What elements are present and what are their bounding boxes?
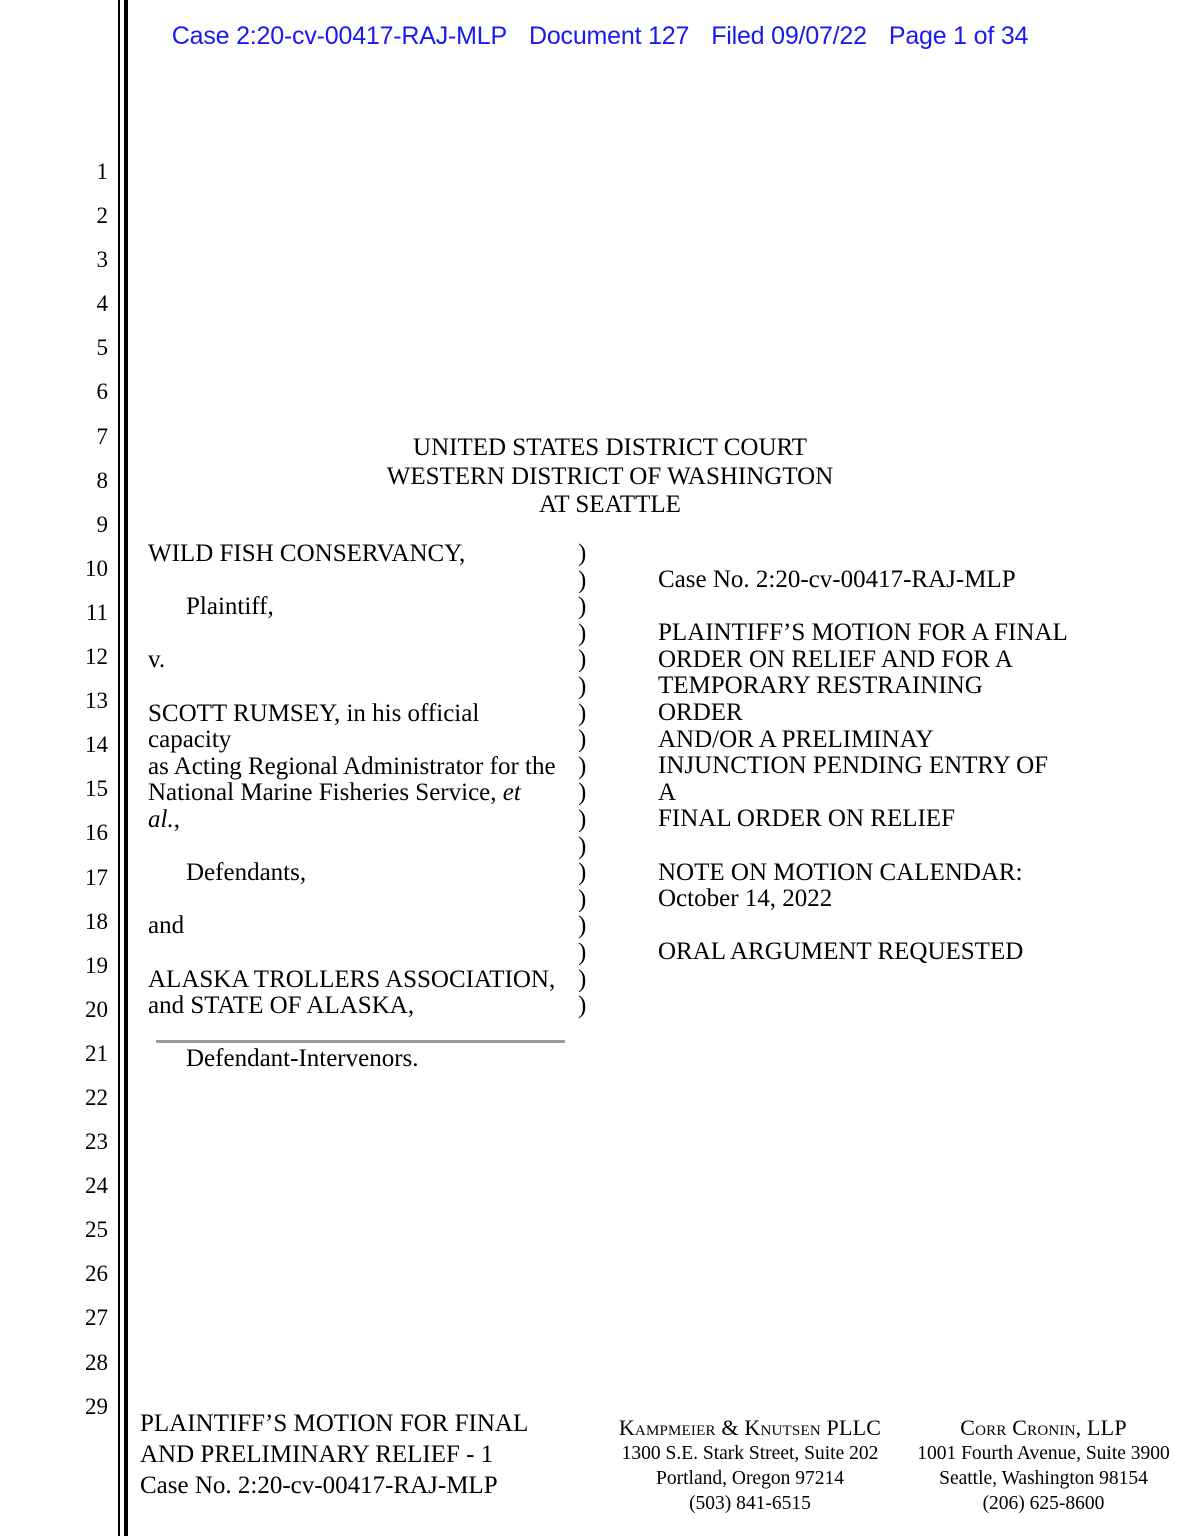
ecf-case-number: Case 2:20-cv-00417-RAJ-MLP (171, 22, 507, 50)
court-name-line1: UNITED STATES DISTRICT COURT (413, 434, 807, 461)
line-number: 18 (85, 908, 108, 934)
case-number: Case No. 2:20-cv-00417-RAJ-MLP (658, 566, 1016, 593)
and-connector: and (148, 912, 185, 940)
motion-title-line4: AND/OR A PRELIMINAY (658, 725, 934, 753)
motion-title-line5: INJUNCTION PENDING ENTRY OF A (658, 752, 1049, 806)
motion-title-line3: TEMPORARY RESTRAINING ORDER (658, 672, 983, 726)
line-number: 14 (85, 732, 108, 758)
court-name-line2: WESTERN DISTRICT OF WASHINGTON (386, 462, 834, 490)
intervenor-name-line1: ALASKA TROLLERS ASSOCIATION, (148, 965, 556, 993)
caption-paren: ) (578, 593, 587, 621)
line-number: 25 (85, 1217, 108, 1243)
caption-paren: ) (578, 752, 587, 780)
footer-case-number: Case No. 2:20-cv-00417-RAJ-MLP (140, 1472, 498, 1499)
line-number: 16 (85, 820, 108, 846)
line-number: 22 (85, 1084, 108, 1110)
line-number: 19 (85, 952, 108, 978)
caption-paren: ) (578, 540, 587, 567)
motion-title-line6: FINAL ORDER ON RELIEF (658, 805, 955, 833)
line-number: 20 (85, 996, 108, 1022)
caption-spacer (148, 887, 558, 914)
footer-firm-corr-cronin (900, 1414, 1187, 1516)
footer-title-line2: AND PRELIMINARY RELIEF - 1 (140, 1441, 494, 1468)
et-al-italic: et al. (148, 779, 521, 833)
firm-address-line1: 1300 S.E. Stark Street, Suite 202 (621, 1443, 879, 1464)
caption-spacer (148, 621, 558, 648)
caption-paren: ) (578, 912, 587, 940)
caption-paren: ) (578, 965, 587, 993)
caption-spacer (658, 833, 1068, 860)
firm-address-line2: Portland, Oregon 97214 (656, 1468, 844, 1489)
note-on-motion-calendar-date: October 14, 2022 (658, 885, 833, 913)
court-name-line3: AT SEATTLE (539, 491, 681, 518)
line-number: 2 (96, 203, 108, 229)
footer-title-line1: PLAINTIFF’S MOTION FOR FINAL (140, 1410, 529, 1437)
line-number: 15 (85, 776, 108, 802)
caption-paren: ) (578, 938, 587, 966)
ecf-filed-date: Filed 09/07/22 (711, 22, 867, 50)
plaintiff-name: WILD FISH CONSERVANCY, (148, 540, 466, 567)
caption-spacer (148, 674, 558, 701)
line-number: 5 (96, 335, 108, 361)
caption-paren: ) (578, 779, 587, 807)
caption-paren: ) (578, 859, 587, 887)
pleading-rule-thick (124, 0, 128, 1536)
line-number: 11 (85, 599, 108, 625)
line-number: 27 (85, 1305, 108, 1331)
caption-paren: ) (578, 646, 587, 674)
caption-case-info (658, 567, 1068, 966)
caption-paren: ) (578, 805, 587, 833)
page-footer (140, 1408, 1187, 1526)
firm-address-line2: Seattle, Washington 98154 (939, 1468, 1148, 1489)
firm-phone: (206) 625-8600 (982, 1493, 1105, 1514)
defendant-name-line1: SCOTT RUMSEY, in his official capacity (148, 699, 480, 754)
pleading-rule-thin (118, 0, 120, 1536)
firm-phone: (503) 841-6515 (689, 1493, 811, 1514)
firm-name: Corr Cronin, LLP (960, 1415, 1127, 1440)
line-number: 9 (96, 511, 108, 537)
court-heading (260, 434, 960, 520)
line-number: 1 (96, 159, 108, 184)
caption-paren: ) (578, 726, 587, 754)
line-number-gutter (60, 150, 108, 1429)
caption-paren: ) (578, 832, 587, 860)
line-number: 21 (85, 1040, 108, 1066)
document-body (140, 0, 1170, 1536)
ecf-page-number: Page 1 of 34 (888, 22, 1029, 50)
caption-paren: ) (578, 885, 587, 913)
note-on-motion-calendar-label: NOTE ON MOTION CALENDAR: (658, 858, 1023, 886)
plaintiff-role: Plaintiff, (186, 593, 274, 621)
caption-paren: ) (578, 566, 587, 594)
line-number: 7 (96, 423, 108, 449)
line-number: 3 (96, 247, 108, 273)
line-number: 8 (96, 467, 108, 493)
caption-paren: ) (578, 992, 587, 1020)
oral-argument-request: ORAL ARGUMENT REQUESTED (658, 938, 1024, 966)
footer-document-title (140, 1408, 580, 1501)
caption-paren: ) (578, 699, 587, 727)
line-number: 4 (96, 291, 108, 317)
line-number: 6 (96, 379, 108, 405)
line-number: 23 (85, 1129, 108, 1155)
intervenor-name-line2: and STATE OF ALASKA, (148, 992, 415, 1020)
line-number: 29 (85, 1393, 108, 1419)
defendant-name-line2: as Acting Regional Administrator for the (148, 752, 556, 780)
caption-spacer (148, 568, 558, 595)
line-number: 17 (85, 864, 108, 890)
caption-parties (148, 541, 558, 1073)
line-number: 28 (85, 1349, 108, 1375)
caption-paren: ) (578, 619, 587, 647)
motion-title-line1: PLAINTIFF’S MOTION FOR A FINAL (658, 619, 1068, 647)
footer-firm-kampmeier-knutsen (590, 1414, 910, 1516)
defendants-role: Defendants, (186, 859, 307, 887)
caption-spacer (148, 940, 558, 967)
caption-paren: ) (578, 672, 587, 700)
defendant-line3-comma: , (173, 805, 180, 833)
caption-spacer (148, 834, 558, 861)
ecf-document-number: Document 127 (528, 22, 690, 50)
defendant-service-text: National Marine Fisheries Service, (148, 779, 503, 807)
intervenors-role: Defendant-Intervenors. (186, 1045, 419, 1073)
motion-title-line2: ORDER ON RELIEF AND FOR A (658, 645, 1013, 673)
line-number: 24 (85, 1173, 108, 1199)
caption-spacer (658, 594, 1068, 621)
caption-divider-rule (156, 1040, 565, 1043)
caption-spacer (658, 913, 1068, 940)
caption-paren-column (578, 541, 600, 1020)
line-number: 13 (85, 688, 108, 714)
firm-name: Kampmeier & Knutsen PLLC (618, 1415, 882, 1440)
versus-label: v. (148, 646, 166, 674)
line-number: 26 (85, 1261, 108, 1287)
line-number: 10 (85, 555, 108, 581)
defendant-name-line3 (148, 780, 558, 833)
firm-address-line1: 1001 Fourth Avenue, Suite 3900 (917, 1443, 1170, 1464)
line-number: 12 (85, 644, 108, 670)
